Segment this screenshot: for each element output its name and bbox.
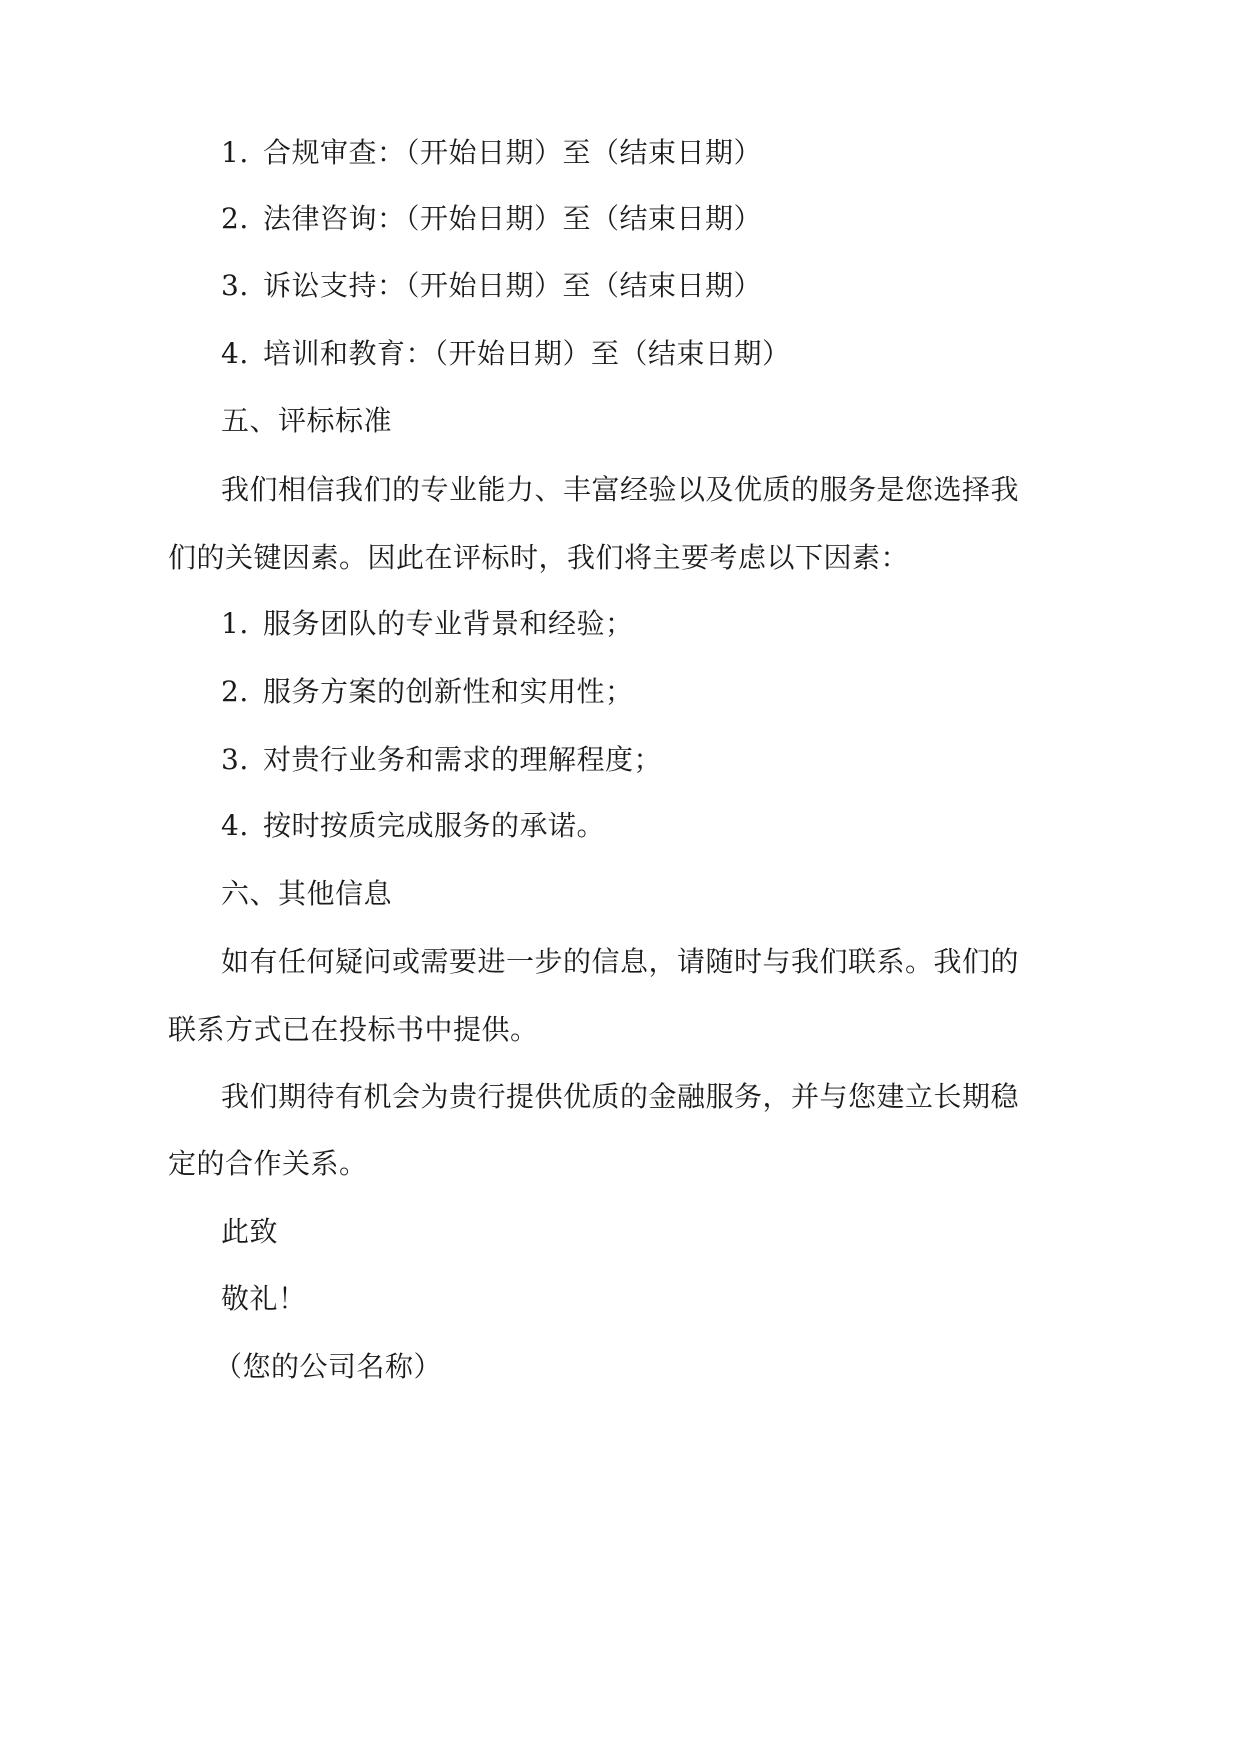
criteria-item: 1. 服务团队的专业背景和经验； xyxy=(221,607,634,640)
section-heading-other-info: 六、其他信息 xyxy=(221,877,393,910)
paragraph-line: 定的合作关系。 xyxy=(168,1147,368,1180)
schedule-item: 4. 培训和教育：（开始日期）至（结束日期） xyxy=(221,337,791,370)
paragraph-line: 联系方式已在投标书中提供。 xyxy=(168,1013,539,1046)
criteria-item: 2. 服务方案的创新性和实用性； xyxy=(221,675,634,708)
criteria-item: 4. 按时按质完成服务的承诺。 xyxy=(221,809,606,842)
closing-regards: 敬礼！ xyxy=(221,1282,307,1315)
section-heading-evaluation: 五、评标标准 xyxy=(221,404,393,437)
criteria-item: 3. 对贵行业务和需求的理解程度； xyxy=(221,743,663,776)
paragraph-line: 们的关键因素。因此在评标时，我们将主要考虑以下因素： xyxy=(168,541,910,574)
schedule-item: 3. 诉讼支持：（开始日期）至（结束日期） xyxy=(221,269,763,302)
closing-salutation: 此致 xyxy=(221,1215,279,1248)
company-name-placeholder: （您的公司名称） xyxy=(214,1350,443,1383)
schedule-item: 1. 合规审查：（开始日期）至（结束日期） xyxy=(221,136,763,169)
paragraph-line: 如有任何疑问或需要进一步的信息，请随时与我们联系。我们的 xyxy=(221,945,1020,978)
paragraph-line: 我们相信我们的专业能力、丰富经验以及优质的服务是您选择我 xyxy=(221,473,1020,506)
schedule-item: 2. 法律咨询：（开始日期）至（结束日期） xyxy=(221,202,763,235)
paragraph-line: 我们期待有机会为贵行提供优质的金融服务，并与您建立长期稳 xyxy=(221,1080,1020,1113)
